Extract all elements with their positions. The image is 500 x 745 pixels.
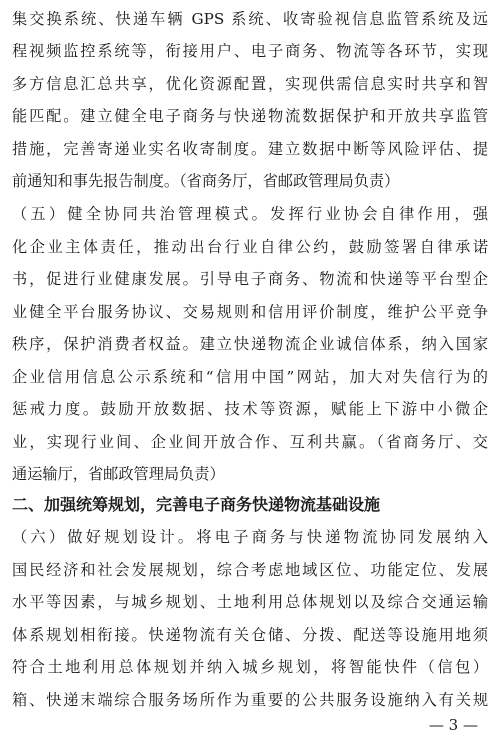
body-text-line: 水平等因素，与城乡规划、土地利用总体规划以及综合交通运输: [12, 593, 488, 611]
body-text-line: 惩戒力度。鼓励开放数据、技术等资源，赋能上下游中小微企: [12, 400, 488, 418]
body-text-line: 集交换系统、快递车辆 GPS 系统、收寄验视信息监管系统及远: [12, 10, 488, 28]
body-text-line: 能匹配。建立健全电子商务与快递物流数据保护和开放共享监管: [12, 107, 488, 125]
body-text-line: 多方信息汇总共享，优化资源配置，实现供需信息实时共享和智: [12, 75, 488, 93]
body-text-line: 措施，完善寄递业实名收寄制度。建立数据中断等风险评估、提: [12, 140, 488, 158]
body-text-line: 通运输厅，省邮政管理局负责）: [12, 465, 225, 483]
body-text-line: 符合土地利用总体规划并纳入城乡规划，将智能快件（信包）: [12, 658, 488, 676]
paragraph-first-line: （六）做好规划设计。将电子商务与快递物流协同发展纳入: [12, 528, 488, 546]
body-text-line: 体系规划相衔接。快递物流有关仓储、分拨、配送等设施用地须: [12, 626, 488, 644]
body-text-line: 程视频监控系统等，衔接用户、电子商务、物流等各环节，实现: [12, 42, 488, 60]
body-text-line: 箱、快递末端综合服务场所作为重要的公共服务设施纳入有关规: [12, 691, 488, 709]
body-text-line: 前通知和事先报告制度。（省商务厅，省邮政管理局负责）: [12, 172, 400, 190]
page-number: — 3 —: [428, 716, 478, 734]
body-text-line: 业，实现行业间、企业间开放合作、互利共赢。（省商务厅、交: [12, 433, 488, 451]
body-text-line: 国民经济和社会发展规划，综合考虑地域区位、功能定位、发展: [12, 561, 488, 579]
body-text-line: 企业信用信息公示系统和“信用中国”网站，加大对失信行为的: [12, 368, 488, 386]
paragraph-first-line: （五）健全协同共治管理模式。发挥行业协会自律作用，强: [12, 205, 488, 223]
body-text-line: 书，促进行业健康发展。引导电子商务、物流和快递等平台型企: [12, 270, 488, 288]
body-text-line: 秩序，保护消费者权益。建立快递物流企业诚信体系，纳入国家: [12, 335, 488, 353]
body-text-line: 化企业主体责任，推动出台行业自律公约，鼓励签署自律承诺: [12, 238, 488, 256]
section-heading: 二、加强统筹规划，完善电子商务快递物流基础设施: [12, 495, 381, 514]
body-text-line: 业健全平台服务协议、交易规则和信用评价制度，维护公平竞争: [12, 303, 488, 321]
